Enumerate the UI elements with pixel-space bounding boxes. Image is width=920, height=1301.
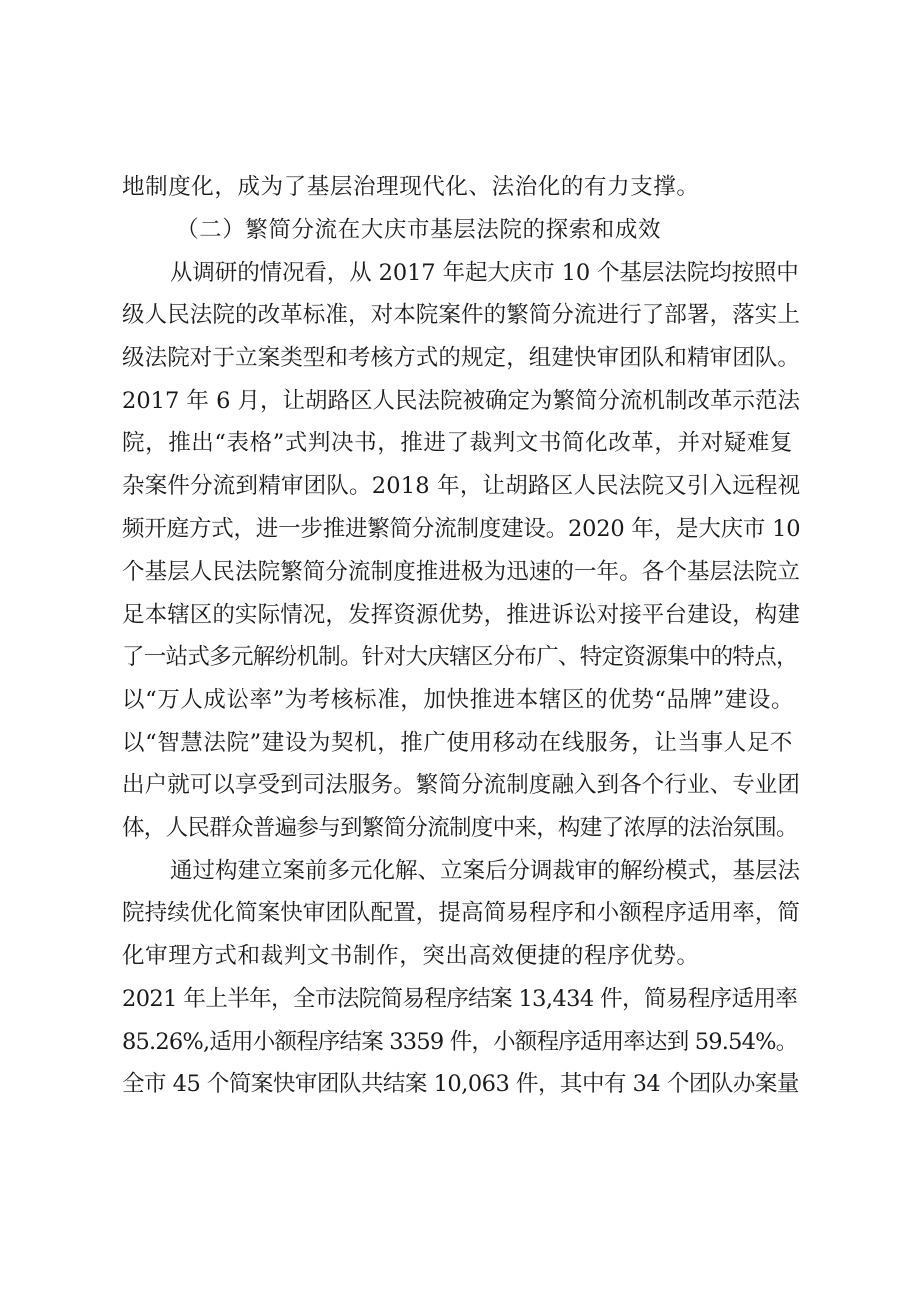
text-line: 频开庭方式，进一步推进繁简分流制度建设。2020 年，是大庆市 10	[122, 516, 801, 542]
text-line: 以“万人成讼率”为考核标准，加快推进本辖区的优势“品牌”建设。	[122, 687, 795, 713]
text-line: 2021 年上半年，全市法院简易程序结案 13,434 件，简易程序适用率	[122, 986, 798, 1012]
section-heading: （二）繁简分流在大庆市基层法院的探索和成效	[176, 217, 662, 243]
text-line: 地制度化，成为了基层治理现代化、法治化的有力支撑。	[122, 174, 700, 200]
text-line: 级人民法院的改革标准，对本院案件的繁简分流进行了部署，落实上	[122, 302, 801, 328]
text-line: 级法院对于立案类型和考核方式的规定，组建快审团队和精审团队。	[122, 345, 801, 371]
text-line: 出户就可以享受到司法服务。繁简分流制度融入到各个行业、专业团	[122, 772, 801, 798]
text-line: 全市 45 个简案快审团队共结案 10,063 件，其中有 34 个团队办案量	[122, 1071, 799, 1097]
text-line: 以“智慧法院”建设为契机，推广使用移动在线服务，让当事人足不	[122, 730, 794, 756]
text-line: 通过构建立案前多元化解、立案后分调裁审的解纷模式，基层法	[170, 858, 801, 884]
text-line: 杂案件分流到精审团队。2018 年，让胡路区人民法院又引入远程视	[122, 473, 801, 499]
text-line: 从调研的情况看，从 2017 年起大庆市 10 个基层法院均按照中	[170, 260, 799, 286]
text-line: 足本辖区的实际情况，发挥资源优势，推进诉讼对接平台建设，构建	[122, 602, 801, 628]
text-line: 院持续优化简案快审团队配置，提高简易程序和小额程序适用率，简	[122, 900, 801, 926]
text-line: 院，推出“表格”式判决书，推进了裁判文书简化改革，并对疑难复	[122, 430, 794, 456]
text-line: 体，人民群众普遍参与到繁简分流制度中来，构建了浓厚的法治氛围。	[122, 815, 798, 841]
text-line: 85.26%,适用小额程序结案 3359 件，小额程序适用率达到 59.54%。	[122, 1029, 798, 1055]
text-line: 化审理方式和裁判文书制作，突出高效便捷的程序优势。	[122, 943, 700, 969]
text-line: 了一站式多元解纷机制。针对大庆辖区分布广、特定资源集中的特点，	[122, 644, 798, 670]
text-line: 个基层人民法院繁简分流制度推进极为迅速的一年。各个基层法院立	[122, 559, 801, 585]
text-line: 2017 年 6 月，让胡路区人民法院被确定为繁简分流机制改革示范法	[122, 388, 801, 414]
